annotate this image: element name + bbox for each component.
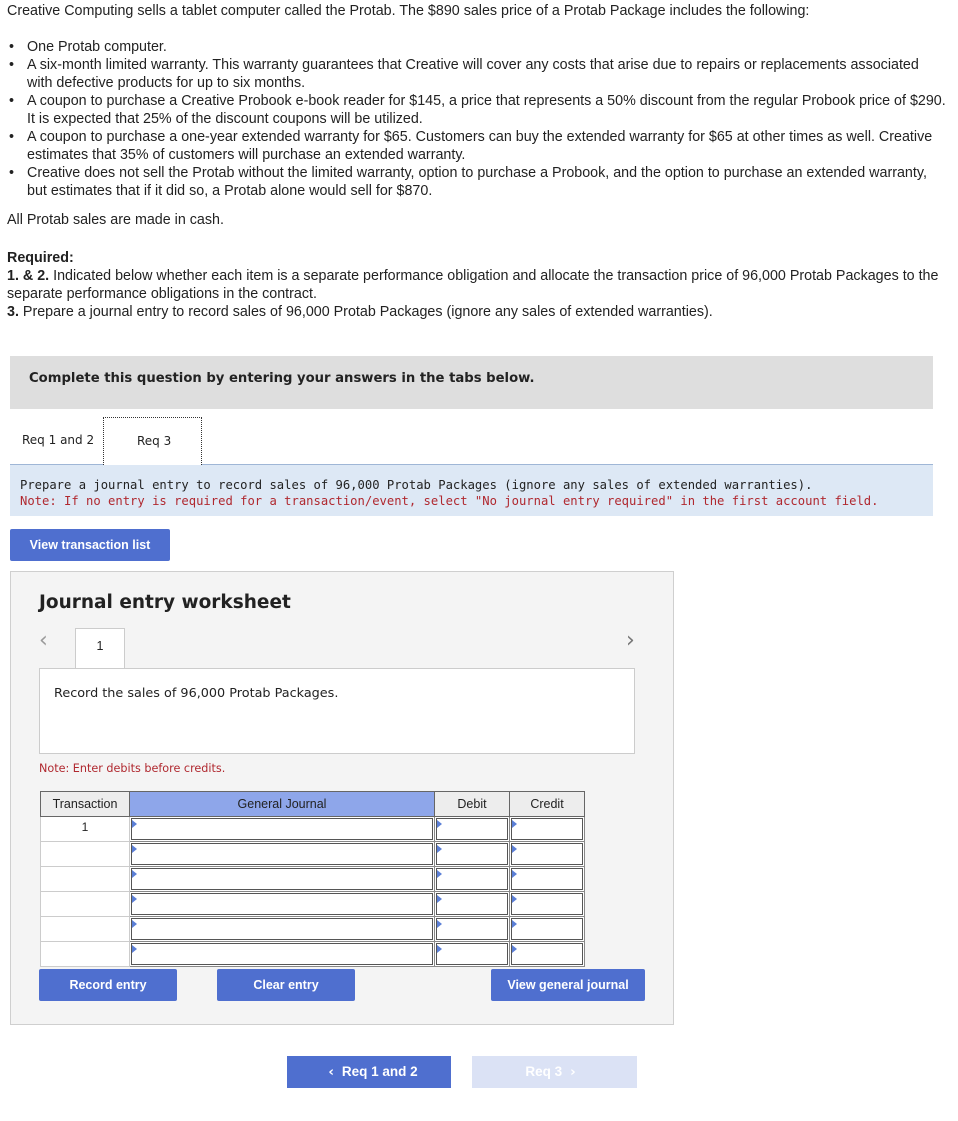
credit-input[interactable]: [511, 893, 583, 915]
account-cell: [130, 942, 435, 967]
account-cell: [130, 842, 435, 867]
debit-input[interactable]: [436, 843, 508, 865]
chevron-left-icon[interactable]: ‹: [39, 628, 48, 653]
table-row: [41, 842, 585, 867]
debit-cell: [435, 917, 510, 942]
account-select[interactable]: [131, 918, 433, 940]
account-select[interactable]: [131, 818, 433, 840]
next-requirement-label: Req 3: [525, 1064, 563, 1079]
credit-cell: [510, 942, 585, 967]
transaction-number: [41, 867, 130, 892]
previous-requirement-button[interactable]: [287, 1056, 451, 1088]
list-item: • A six-month limited warranty. This warranty guarantees that Creative will cover any costs that arise due to repairs or replacements associated with defective products for up to six months.: [7, 56, 947, 92]
table-row: [41, 892, 585, 917]
view-general-journal-button[interactable]: View general journal: [491, 969, 645, 1001]
credit-cell: [510, 817, 585, 842]
tab-req-3[interactable]: Req 3: [103, 417, 202, 465]
account-select[interactable]: [131, 893, 433, 915]
credit-input[interactable]: [511, 868, 583, 890]
table-row: [41, 867, 585, 892]
requirement-text: Indicated below whether each item is a separate performance obligation and allocate the transaction price of 96,000 Protab Packages to the separate performance obligations in the contract.: [7, 268, 939, 302]
transaction-number: [41, 942, 130, 967]
worksheet-description: Record the sales of 96,000 Protab Packages.: [39, 668, 635, 754]
view-transaction-list-button[interactable]: View transaction list: [10, 529, 170, 561]
required-label: Required:: [7, 250, 74, 266]
journal-table: [40, 791, 585, 967]
banner-text: Complete this question by entering your answers in the tabs below.: [29, 371, 535, 386]
requirement-3: [7, 303, 947, 321]
list-item: • Creative does not sell the Protab without the limited warranty, option to purchase a Probook, and the option to purchase an extended warranty, but estimates that if it did so, a Protab alone would sell for $870.: [7, 164, 947, 200]
list-item: • A coupon to purchase a Creative Probook e-book reader for $145, a price that represents a 50% discount from the regular Probook price of $290. It is expected that 25% of the discount coupons will be utilized.: [7, 92, 947, 128]
debit-cell: [435, 842, 510, 867]
column-header-credit: Credit: [510, 792, 585, 817]
account-cell: [130, 917, 435, 942]
credit-input[interactable]: [511, 918, 583, 940]
record-entry-button[interactable]: Record entry: [39, 969, 177, 1001]
debit-input[interactable]: [436, 818, 508, 840]
debit-input[interactable]: [436, 893, 508, 915]
journal-entry-worksheet: [10, 571, 674, 1025]
transaction-number: [41, 892, 130, 917]
credit-input[interactable]: [511, 843, 583, 865]
transaction-number: [41, 917, 130, 942]
requirement-1-2: [7, 267, 947, 303]
debit-cell: [435, 892, 510, 917]
worksheet-title: Journal entry worksheet: [39, 592, 291, 613]
problem-text: [7, 2, 947, 321]
requirement-number: 3.: [7, 304, 19, 320]
transaction-number: 1: [41, 817, 130, 842]
credit-cell: [510, 867, 585, 892]
account-select[interactable]: [131, 943, 433, 965]
list-item: • A coupon to purchase a one-year extended warranty for $65. Customers can buy the extended warranty for $65 at other times as well. Creative estimates that 35% of customers will purchase an extended warranty.: [7, 128, 947, 164]
intro-paragraph: Creative Computing sells a tablet computer called the Protab. The $890 sales price of a Protab Package includes the following:: [7, 3, 810, 19]
table-row: [41, 942, 585, 967]
account-select[interactable]: [131, 868, 433, 890]
debit-cell: [435, 817, 510, 842]
column-header-general-journal: General Journal: [130, 792, 435, 817]
requirement-number: 1. & 2.: [7, 268, 50, 284]
package-contents-list: [7, 38, 947, 200]
requirement-text: Prepare a journal entry to record sales of 96,000 Protab Packages (ignore any sales of extended warranties).: [18, 304, 713, 320]
previous-requirement-label: Req 1 and 2: [341, 1064, 418, 1079]
table-row: [41, 817, 585, 842]
debit-input[interactable]: [436, 868, 508, 890]
account-cell: [130, 817, 435, 842]
column-header-transaction: Transaction: [41, 792, 130, 817]
clear-entry-button[interactable]: Clear entry: [217, 969, 355, 1001]
credit-input[interactable]: [511, 943, 583, 965]
debit-input[interactable]: [436, 943, 508, 965]
debit-cell: [435, 942, 510, 967]
chevron-right-icon: ›: [570, 1064, 576, 1080]
list-item: • One Protab computer.: [7, 38, 947, 56]
debit-cell: [435, 867, 510, 892]
table-row: [41, 917, 585, 942]
debit-input[interactable]: [436, 918, 508, 940]
requirement-instructions: [10, 464, 933, 516]
credit-cell: [510, 892, 585, 917]
credit-cell: [510, 917, 585, 942]
worksheet-page-tab[interactable]: 1: [75, 628, 125, 668]
credit-cell: [510, 842, 585, 867]
transaction-number: [41, 842, 130, 867]
credit-input[interactable]: [511, 818, 583, 840]
chevron-left-icon: ‹: [328, 1064, 334, 1080]
next-requirement-button[interactable]: [472, 1056, 637, 1088]
cash-note: All Protab sales are made in cash.: [7, 212, 224, 228]
chevron-right-icon[interactable]: ›: [626, 628, 635, 653]
instruction-text: Prepare a journal entry to record sales of 96,000 Protab Packages (ignore any sales of extended warranties).: [20, 478, 813, 492]
column-header-debit: Debit: [435, 792, 510, 817]
instruction-note: Note: If no entry is required for a transaction/event, select "No journal entry required" in the first account field.: [20, 494, 879, 508]
worksheet-note: Note: Enter debits before credits.: [39, 762, 226, 775]
account-cell: [130, 867, 435, 892]
instruction-banner: [10, 356, 933, 409]
account-select[interactable]: [131, 843, 433, 865]
tab-req-1-and-2[interactable]: Req 1 and 2: [22, 433, 95, 447]
table-header-row: [41, 792, 585, 817]
account-cell: [130, 892, 435, 917]
